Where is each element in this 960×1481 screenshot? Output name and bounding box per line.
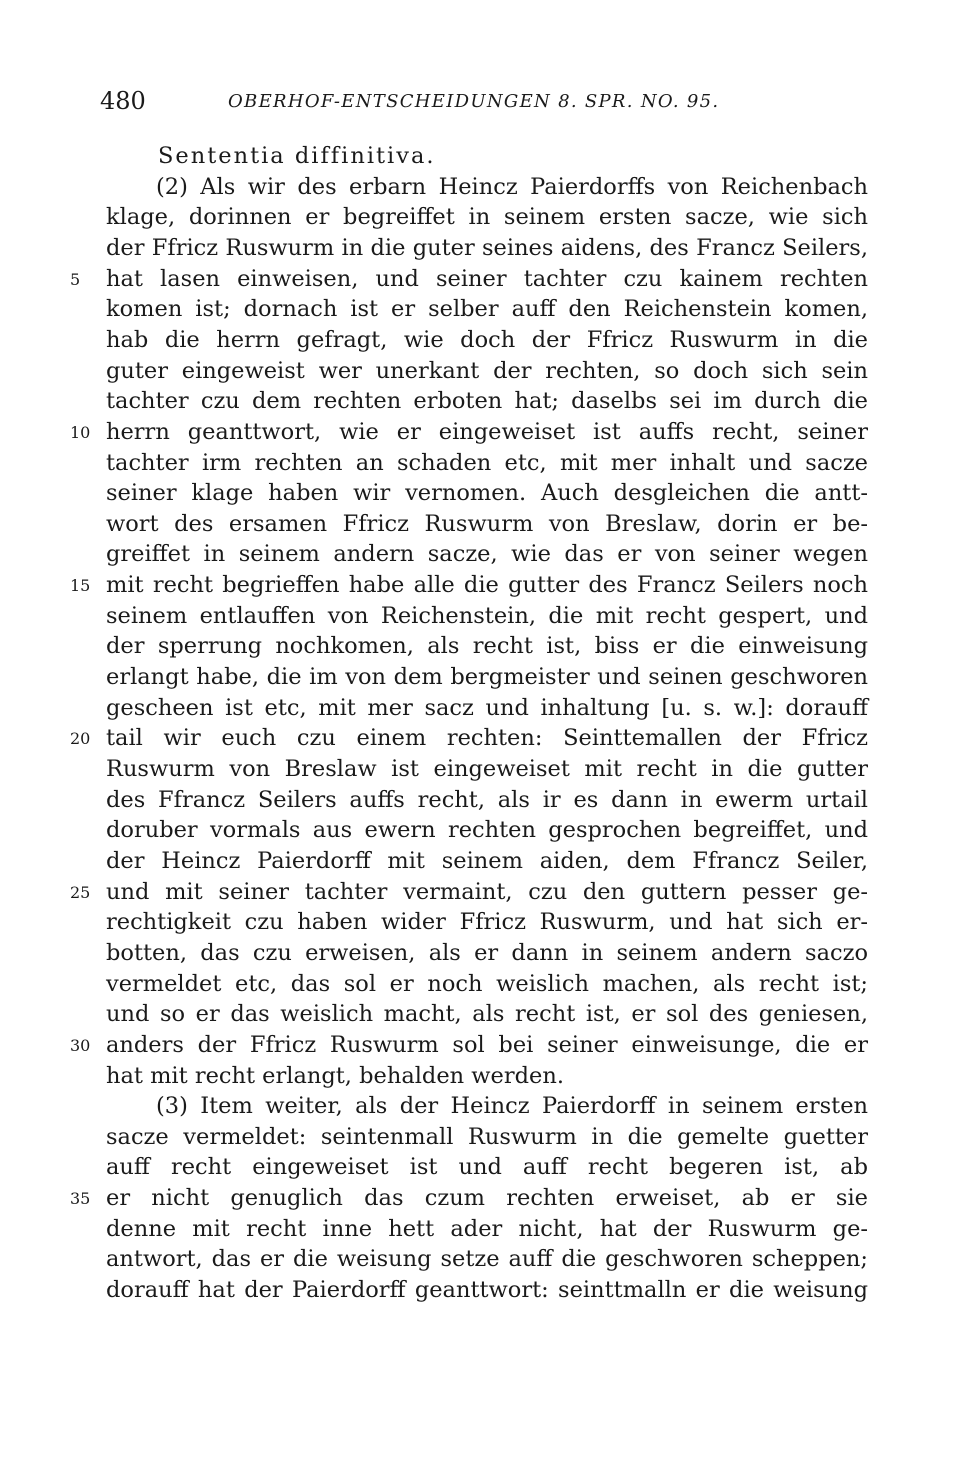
text-line: und so er das weislich macht, als recht ist, er sol des geniesen,	[106, 1001, 868, 1028]
text-line: anders der Ffricz Ruswurm sol bei seiner einweisunge, die er	[106, 1031, 868, 1058]
line-number: 10	[70, 422, 91, 442]
text-line: auff recht eingeweiset ist und auff recht begeren ist, ab	[106, 1154, 868, 1181]
text-line: vermeldet etc, das sol er noch weislich machen, als recht ist;	[106, 970, 868, 997]
line-number: 30	[70, 1035, 91, 1055]
text-line: der Heincz Paierdorff mit seinem aiden, dem Ffrancz Seiler,	[106, 847, 868, 874]
text-line: dorauff hat der Paierdorff geanttwort: seinttmalln er die weisung	[106, 1277, 868, 1304]
line-number: 25	[70, 882, 91, 902]
line-number: 35	[70, 1189, 91, 1209]
text-line: sacze vermeldet: seintenmall Ruswurm in die gemelte guetter	[106, 1123, 868, 1150]
text-line: erlangt habe, die im von dem bergmeister und seinen geschworen	[106, 664, 868, 691]
text-line: botten, das czu erweisen, als er dann in seinem andern saczo	[106, 939, 868, 966]
line-number: 20	[70, 729, 91, 749]
text-line: gescheen ist etc, mit mer sacz und inhaltung [u. s. w.]: dorauff	[106, 694, 868, 721]
text-line: Ruswurm von Breslaw ist eingeweiset mit recht in die gutter	[106, 756, 868, 782]
text-line: seinem entlauffen von Reichenstein, die mit recht gespert, und	[106, 602, 868, 629]
text-line: komen ist; dornach ist er selber auff den Reichenstein komen,	[106, 296, 868, 323]
text-line: (3) Item weiter, als der Heincz Paierdorff in seinem ersten	[156, 1093, 868, 1120]
text-line: hat lasen einweisen, und seiner tachter czu kainem rechten	[106, 265, 868, 292]
text-line: wort des ersamen Ffricz Ruswurm von Breslaw, dorin er be-	[106, 510, 868, 537]
text-line: hat mit recht erlangt, behalden werden.	[106, 1062, 564, 1089]
text-line: antwort, das er die weisung setze auff die geschworen scheppen;	[106, 1246, 868, 1273]
text-line: greiffet in seinem andern sacze, wie das er von seiner wegen	[106, 541, 868, 568]
text-line: seiner klage haben wir vernomen. Auch desgleichen die antt-	[106, 480, 868, 507]
page-number: 480	[100, 87, 146, 115]
text-line: der sperrung nochkomen, als recht ist, biss er die einweisung	[106, 633, 868, 660]
text-line: klage, dorinnen er begreiffet in seinem ersten sacze, wie sich	[106, 204, 868, 231]
section-heading: Sententia diffinitiva.	[158, 143, 436, 169]
line-number: 5	[70, 269, 81, 289]
running-head: OBERHOF-ENTSCHEIDUNGEN 8. SPR. NO. 95.	[228, 91, 720, 112]
text-line: (2) Als wir des erbarn Heincz Paierdorffs von Reichenbach	[156, 173, 868, 200]
text-line: guter eingeweist wer unerkant der rechten, so doch sich sein	[106, 357, 868, 384]
text-line: des Ffrancz Seilers auffs recht, als ir es dann in ewerm urtail	[106, 786, 868, 813]
text-line: tachter czu dem rechten erboten hat; daselbs sei im durch die	[106, 388, 868, 415]
text-line: hab die herrn gefragt, wie doch der Ffricz Ruswurm in die	[106, 326, 868, 353]
text-line: er nicht genuglich das czum rechten erweiset, ab er sie	[106, 1185, 868, 1212]
text-line: doruber vormals aus ewern rechten gesprochen begreiffet, und	[106, 817, 868, 844]
text-line: denne mit recht inne hett ader nicht, hat der Ruswurm ge-	[106, 1215, 868, 1242]
text-line: der Ffricz Ruswurm in die guter seines aidens, des Francz Seilers,	[106, 234, 868, 261]
text-line: tail wir euch czu einem rechten: Seinttemallen der Ffricz	[106, 725, 868, 752]
text-line: rechtigkeit czu haben wider Ffricz Ruswurm, und hat sich er-	[106, 909, 868, 936]
line-number: 15	[70, 576, 91, 596]
text-line: mit recht begrieffen habe alle die gutter des Francz Seilers noch	[106, 572, 868, 599]
text-line: tachter irm rechten an schaden etc, mit mer inhalt und sacze	[106, 449, 868, 476]
text-line: und mit seiner tachter vermaint, czu den guttern pesser ge-	[106, 878, 868, 905]
text-line: herrn geanttwort, wie er eingeweiset ist auffs recht, seiner	[106, 418, 868, 445]
